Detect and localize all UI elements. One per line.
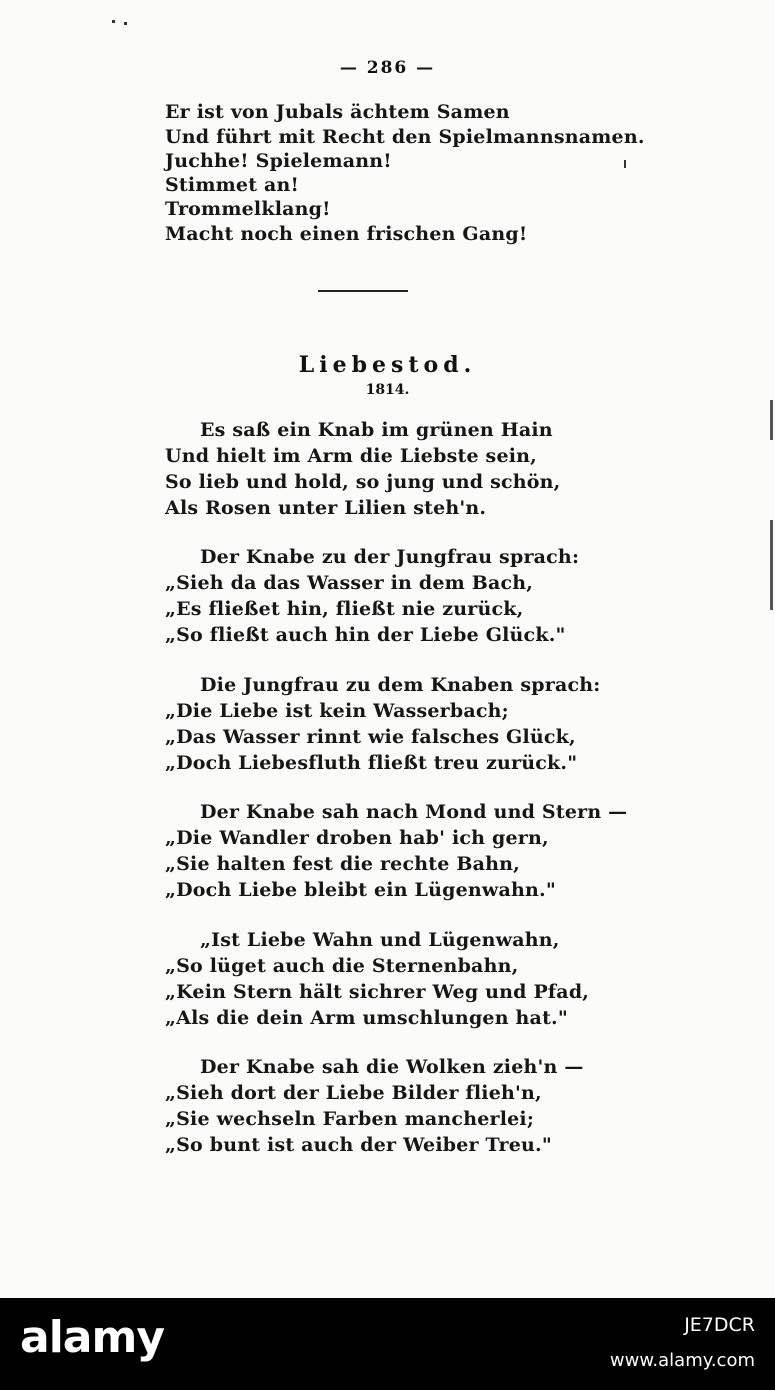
poem-year: 1814. xyxy=(365,382,410,398)
scan-speck xyxy=(624,160,626,168)
verse-line: „Die Wandler droben hab' ich gern, xyxy=(165,827,549,849)
section-divider xyxy=(318,290,408,292)
verse-line: „Doch Liebe bleibt ein Lügenwahn." xyxy=(165,879,556,901)
verse-line: Und führt mit Recht den Spielmannsnamen. xyxy=(165,126,645,148)
verse-line: „Sie wechseln Farben mancherlei; xyxy=(165,1108,535,1130)
image-id: JE7DCR xyxy=(684,1314,755,1336)
verse-line: Es saß ein Knab im grünen Hain xyxy=(200,419,553,441)
verse-line: „Sieh dort der Liebe Bilder flieh'n, xyxy=(165,1082,542,1104)
verse-line: Als Rosen unter Lilien steh'n. xyxy=(165,497,487,519)
site-url: www.alamy.com xyxy=(609,1350,755,1371)
verse-line: „Die Liebe ist kein Wasserbach; xyxy=(165,700,509,722)
verse-line: Der Knabe sah nach Mond und Stern — xyxy=(200,801,628,823)
verse-line: Der Knabe sah die Wolken zieh'n — xyxy=(200,1056,584,1078)
scan-edge-mark xyxy=(770,400,773,440)
scan-edge-mark xyxy=(770,520,773,610)
verse-line: Die Jungfrau zu dem Knaben sprach: xyxy=(200,674,601,696)
verse-line: „Es fließet hin, fließt nie zurück, xyxy=(165,598,524,620)
verse-line: Der Knabe zu der Jungfrau sprach: xyxy=(200,546,580,568)
verse-line: „Als die dein Arm umschlungen hat." xyxy=(165,1007,568,1029)
verse-line: „So lüget auch die Sternenbahn, xyxy=(165,955,519,977)
scan-speck xyxy=(124,22,127,25)
verse-line: „Sieh da das Wasser in dem Bach, xyxy=(165,572,534,594)
verse-line: „So bunt ist auch der Weiber Treu." xyxy=(165,1134,552,1156)
verse-line: „Kein Stern hält sichrer Weg und Pfad, xyxy=(165,981,590,1003)
watermark-footer xyxy=(0,1298,775,1390)
verse-line: Macht noch einen frischen Gang! xyxy=(165,223,528,245)
brand-logo: alamy xyxy=(20,1312,164,1363)
verse-line: Und hielt im Arm die Liebste sein, xyxy=(165,445,537,467)
scan-speck xyxy=(112,20,115,23)
verse-line: „Das Wasser rinnt wie falsches Glück, xyxy=(165,726,576,748)
poem-title: Liebestod. xyxy=(298,352,477,378)
verse-line: Er ist von Jubals ächtem Samen xyxy=(165,101,510,123)
verse-line: Trommelklang! xyxy=(165,198,331,220)
verse-line: So lieb und hold, so jung und schön, xyxy=(165,471,561,493)
verse-line: Juchhe! Spielemann! xyxy=(165,150,392,172)
verse-line: „Doch Liebesfluth fließt treu zurück." xyxy=(165,752,578,774)
verse-line: Stimmet an! xyxy=(165,174,300,196)
verse-line: „Sie halten fest die rechte Bahn, xyxy=(165,853,520,875)
verse-line: „Ist Liebe Wahn und Lügenwahn, xyxy=(200,929,560,951)
page-number: — 286 — xyxy=(339,58,436,78)
verse-line: „So fließt auch hin der Liebe Glück." xyxy=(165,624,566,646)
